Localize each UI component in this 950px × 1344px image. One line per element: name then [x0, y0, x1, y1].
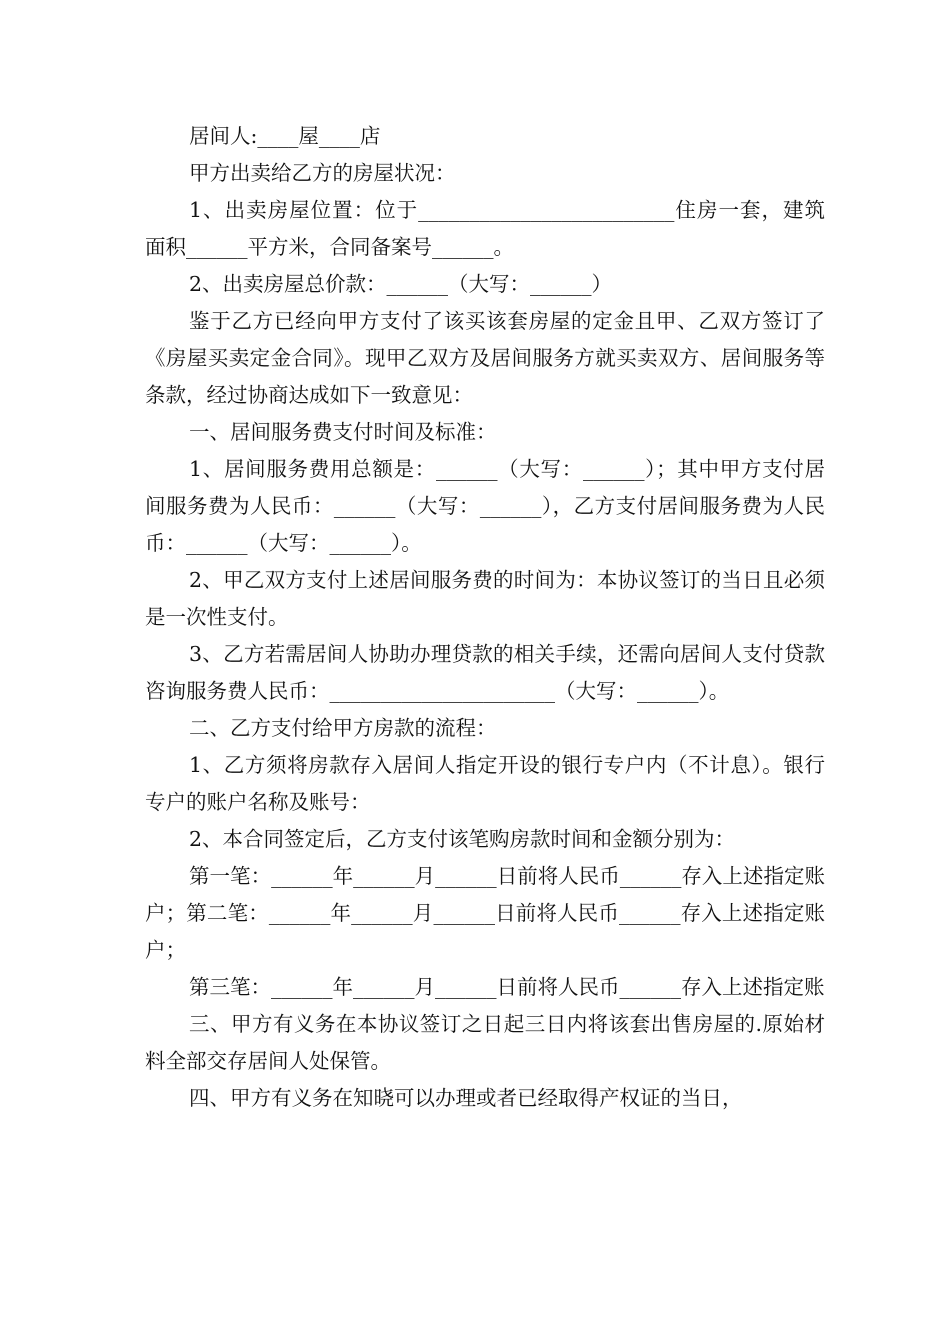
paragraph-payment-schedule: 2、本合同签定后，乙方支付该笔购房款时间和金额分别为：: [189, 827, 736, 851]
section-heading-payment-process: 二、乙方支付给甲方房款的流程：: [189, 716, 497, 740]
paragraph-intermediary: 居间人:____屋____店: [189, 124, 381, 148]
section-heading-original-materials: 三、甲方有义务在本协议签订之日起三日内将该套出售房屋的.原始材料全部交存居间人处保管。: [145, 1012, 825, 1073]
paragraph-loan-consulting-fee: 3、乙方若需居间人协助办理贷款的相关手续，还需向居间人支付贷款咨询服务费人民币：______________________（大写：______）。: [145, 642, 825, 703]
paragraph-house-location: 1、出卖房屋位置：位于_________________________住房一套，建筑面积______平方米，合同备案号______。: [145, 198, 825, 259]
paragraph-service-fee-total: 1、居间服务费用总额是：______（大写：______）；其中甲方支付居间服务费为人民币：______（大写：______），乙方支付居间服务费为人民币：______（大写：______）。: [145, 457, 825, 555]
section-heading-property-certificate: 四、甲方有义务在知晓可以办理或者已经取得产权证的当日，: [189, 1086, 743, 1110]
paragraph-bank-account: 1、乙方须将房款存入居间人指定开设的银行专户内（不计息）。银行专户的账户名称及账号：: [145, 753, 825, 814]
paragraph-total-price: 2、出卖房屋总价款：______（大写：______）: [189, 272, 613, 296]
paragraph-third-installment: 第三笔：______年______月______日前将人民币______存入上述指定账: [189, 975, 825, 999]
section-heading-service-fee: 一、居间服务费支付时间及标准：: [189, 420, 497, 444]
document-body: [145, 118, 825, 1117]
paragraph-service-fee-time: 2、甲乙双方支付上述居间服务费的时间为：本协议签订的当日且必须是一次性支付。: [145, 568, 825, 629]
paragraph-preamble: 鉴于乙方已经向甲方支付了该买该套房屋的定金且甲、乙双方签订了《房屋买卖定金合同》。现甲乙双方及居间服务方就买卖双方、居间服务等条款，经过协商达成如下一致意见：: [145, 309, 825, 407]
paragraph-house-status: 甲方出卖给乙方的房屋状况：: [189, 161, 456, 185]
paragraph-payment-installments: 第一笔：______年______月______日前将人民币______存入上述指定账户；第二笔：______年______月______日前将人民币______存入上述指定账户；: [145, 864, 825, 962]
